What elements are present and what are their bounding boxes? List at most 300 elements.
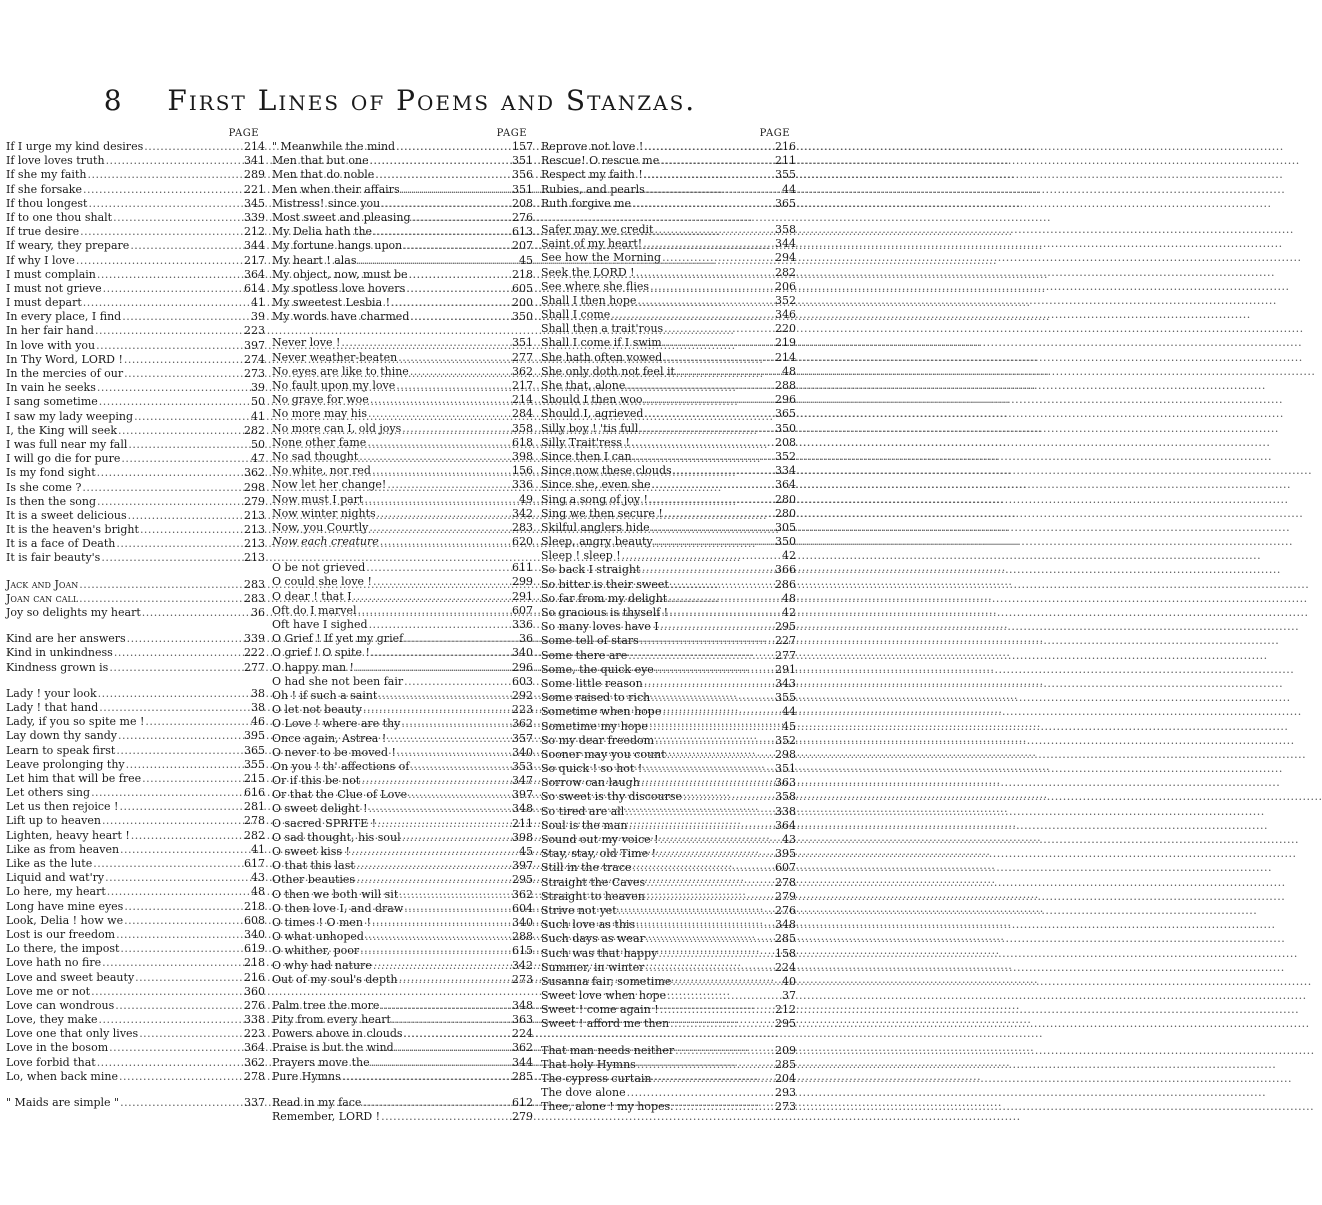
index-entry: [272, 774, 533, 788]
page-reference: 363: [775, 776, 796, 790]
index-entry: [272, 746, 533, 760]
page-reference: 296: [775, 393, 796, 407]
page-reference: 224: [775, 960, 796, 974]
index-entry: [541, 947, 796, 961]
first-line-text: Pity from every heart: [272, 1013, 391, 1027]
dot-leader: [102, 956, 243, 970]
index-entry: [6, 353, 265, 367]
dot-leader: [649, 720, 775, 734]
page-reference: 282: [244, 828, 265, 842]
dot-leader: [655, 663, 774, 677]
index-entry: [272, 268, 533, 282]
dot-leader: [637, 294, 774, 308]
dot-leader: [145, 715, 244, 729]
index-entry: [541, 705, 796, 719]
index-entry: [272, 310, 533, 324]
index-entry: [541, 563, 796, 577]
first-line-text: Such days as wear: [541, 932, 645, 946]
index-entry: [541, 748, 796, 762]
first-line-text: Lift up to heaven: [6, 814, 101, 828]
first-line-text: Straight the Caves: [541, 875, 646, 889]
first-line-text: O then love I, and draw: [272, 901, 404, 915]
page-reference: 295: [775, 1017, 796, 1031]
index-entry: [272, 183, 533, 197]
dot-leader: [636, 918, 774, 932]
page-reference: 222: [244, 646, 265, 660]
first-line-text: Thee, alone ! my hopes.: [541, 1100, 674, 1114]
page-header: [0, 84, 800, 118]
dot-leader: [98, 687, 244, 701]
dot-leader: [119, 800, 243, 814]
index-entry: [272, 407, 533, 421]
page-reference: 362: [244, 1055, 265, 1069]
index-entry: [272, 1110, 533, 1124]
first-line-text: Lost is our freedom: [6, 927, 116, 941]
index-entry: [541, 450, 796, 464]
index-entry: [6, 800, 265, 814]
page-reference: 213: [244, 537, 265, 551]
dot-leader: [670, 1017, 774, 1031]
index-entry: [6, 578, 265, 592]
first-line-text: O never to be moved !: [272, 745, 396, 759]
dot-leader: [636, 266, 774, 280]
index-entry: [272, 450, 533, 464]
first-line-text: Learn to speak first: [6, 743, 116, 757]
index-entry: [541, 266, 796, 280]
dot-leader: [99, 701, 244, 715]
dot-leader: [651, 691, 774, 705]
page-reference: 40: [782, 974, 796, 988]
page-reference: 347: [512, 774, 533, 788]
dot-leader: [372, 464, 511, 478]
dot-leader: [377, 817, 511, 831]
page-reference: 617: [244, 857, 265, 870]
index-entry: [6, 914, 265, 928]
first-line-text: Some, the quick eye: [541, 662, 654, 676]
page-reference: 206: [775, 279, 796, 293]
page-reference: 340: [512, 915, 533, 929]
index-entry: [272, 535, 533, 549]
dot-leader: [660, 1003, 774, 1017]
first-line-text: Men that but one: [272, 154, 369, 168]
first-line-text: O sad thought, his soul: [272, 830, 401, 844]
page-reference: 341: [244, 154, 265, 168]
first-line-text: See how the Morning: [541, 251, 662, 265]
dot-leader: [618, 904, 774, 918]
dot-leader: [643, 237, 774, 251]
index-entry: [272, 732, 533, 746]
first-line-text: Let us then rejoice !: [6, 800, 119, 814]
dot-leader: [359, 450, 511, 464]
index-entry: [6, 495, 265, 509]
page-reference: 295: [512, 873, 533, 887]
dot-leader: [410, 365, 511, 379]
index-entry: [541, 578, 796, 592]
dot-leader: [116, 537, 243, 551]
index-entry: [6, 1056, 265, 1070]
index-entry: [6, 985, 265, 999]
first-line-text: No more can I, old joys: [272, 421, 402, 435]
first-line-text: Look, Delia ! how we: [6, 913, 124, 927]
first-line-text: Such was that happy: [541, 946, 658, 960]
first-line-text: She that, alone: [541, 379, 626, 392]
first-line-text: Love one that only lives: [6, 1027, 139, 1041]
first-line-text: So sweet is thy discourse: [541, 790, 683, 804]
index-entry: [541, 790, 796, 804]
dot-leader: [646, 183, 775, 197]
dot-leader: [622, 549, 775, 563]
page-reference: 298: [244, 480, 265, 494]
page-reference: 619: [244, 942, 265, 956]
first-line-text: None other fame: [272, 435, 367, 449]
dot-leader: [399, 888, 511, 902]
dot-leader: [122, 310, 244, 324]
index-entry: [541, 294, 796, 308]
first-line-text: It is fair beauty's: [6, 551, 101, 565]
page-reference: 398: [512, 830, 533, 844]
first-line-text: I was full near my fall: [6, 437, 128, 451]
first-line-text: O Grief ! If yet my grief: [272, 632, 404, 646]
dot-leader: [381, 1110, 511, 1124]
index-entry: [272, 590, 533, 604]
first-line-text: O dear ! that I: [272, 589, 352, 603]
dot-leader: [130, 239, 243, 253]
first-line-text: My words have charmed: [272, 310, 410, 324]
first-line-text: Some tell of stars: [541, 634, 639, 648]
page-reference: 47: [251, 452, 265, 466]
page-reference: 42: [782, 549, 796, 563]
dot-leader: [114, 646, 243, 660]
dot-leader: [140, 523, 243, 537]
dot-leader: [135, 971, 243, 985]
page-reference: 281: [244, 800, 265, 814]
first-line-text: Sweet ! come again !: [541, 1003, 659, 1017]
index-entry: [541, 649, 796, 663]
dot-leader: [118, 424, 243, 438]
page-reference: 294: [775, 251, 796, 265]
dot-leader: [358, 254, 513, 268]
index-entry: [272, 379, 533, 393]
dot-leader: [107, 885, 244, 899]
index-entry: [272, 393, 533, 407]
dot-leader: [650, 280, 774, 294]
dot-leader: [116, 744, 243, 758]
dot-leader: [83, 183, 243, 197]
first-line-text: Remember, LORD !: [272, 1110, 381, 1124]
index-entry: [272, 464, 533, 478]
page-reference: 346: [775, 308, 796, 322]
index-entry: [6, 211, 265, 225]
index-entry: [541, 464, 796, 478]
index-entry: [6, 701, 265, 715]
first-line-text: Summer, in winter: [541, 960, 645, 974]
page-reference: 39: [251, 310, 265, 324]
index-entry: [541, 493, 796, 507]
first-line-text: Mistress! since you: [272, 196, 381, 210]
dot-leader: [633, 450, 774, 464]
dot-leader: [93, 857, 243, 871]
index-column-3: [541, 128, 796, 1115]
index-entry: [541, 140, 796, 154]
dot-leader: [667, 748, 774, 762]
dot-leader: [365, 930, 511, 944]
dot-leader: [654, 223, 774, 237]
page-reference: 212: [244, 225, 265, 239]
first-line-text: O sweet kiss !: [272, 845, 350, 858]
index-entry: [541, 535, 796, 549]
page-reference: 49: [519, 492, 533, 506]
first-line-text: O had she not been fair: [272, 674, 404, 688]
dot-leader: [356, 873, 511, 887]
first-line-text: Seek the LORD !: [541, 265, 635, 279]
index-entry: [6, 1096, 265, 1110]
dot-leader: [380, 535, 511, 549]
page-reference: 277: [244, 660, 265, 674]
first-line-text: Read in my face: [272, 1096, 362, 1109]
index-entry: [6, 537, 265, 551]
dot-leader: [651, 521, 774, 535]
index-entry: [272, 422, 533, 436]
page-reference: 336: [512, 618, 533, 631]
index-entry: [6, 410, 265, 424]
page-reference: 273: [775, 1100, 796, 1114]
index-entry: [272, 197, 533, 211]
dot-leader: [144, 140, 243, 154]
index-entry: [541, 833, 796, 847]
first-line-text: Reprove not love !: [541, 140, 644, 153]
dot-leader: [134, 410, 244, 424]
dot-leader: [370, 393, 511, 407]
page-reference: 284: [512, 407, 533, 421]
dot-leader: [97, 381, 244, 395]
page-column-label: PAGE: [228, 128, 259, 139]
index-entry: [272, 717, 533, 731]
index-entry: [272, 140, 533, 154]
index-entry: [6, 282, 265, 296]
page-column-label: PAGE: [759, 128, 790, 139]
index-column-2: [272, 128, 533, 1124]
page-reference: 397: [512, 788, 533, 802]
first-line-text: Love hath no fire: [6, 956, 102, 970]
dot-leader: [360, 944, 511, 958]
dot-leader: [96, 339, 243, 353]
page-reference: 45: [519, 845, 533, 858]
index-entry: [541, 197, 796, 211]
dot-leader: [391, 296, 511, 310]
index-entry: [272, 760, 533, 774]
index-entry: [272, 859, 533, 873]
first-line-text: No fault upon my love: [272, 379, 396, 392]
first-line-text: The cypress curtain: [541, 1072, 652, 1085]
page-reference: 282: [244, 423, 265, 437]
dot-leader: [660, 154, 774, 168]
dot-leader: [120, 1096, 243, 1110]
dot-leader: [404, 902, 511, 916]
dot-leader: [126, 758, 243, 772]
dot-leader: [373, 225, 511, 239]
page-reference: 223: [244, 1027, 265, 1041]
index-entry: [6, 871, 265, 885]
page-reference: 43: [782, 833, 796, 846]
index-entry: [272, 336, 533, 350]
index-entry: [6, 438, 265, 452]
page-reference: 334: [775, 464, 796, 478]
index-entry: [272, 1056, 533, 1070]
first-line-text: Love me or not: [6, 984, 91, 998]
dot-leader: [373, 575, 511, 589]
page-reference: 338: [244, 1013, 265, 1027]
first-line-text: Liquid and wat'ry: [6, 871, 105, 885]
dot-leader: [367, 436, 511, 450]
index-entry: [6, 154, 265, 168]
index-entry: [541, 379, 796, 393]
page-reference: 348: [512, 998, 533, 1012]
index-entry: [541, 961, 796, 975]
dot-leader: [668, 592, 775, 606]
page-reference: 336: [512, 478, 533, 492]
page-reference: 44: [782, 705, 796, 719]
page-reference: 208: [775, 435, 796, 449]
index-entry: [541, 1072, 796, 1086]
index-entry: [272, 575, 533, 589]
index-entry: [6, 296, 265, 310]
first-line-text: I must not grieve: [6, 281, 102, 295]
dot-leader: [342, 1070, 511, 1084]
index-entry: [6, 942, 265, 956]
dot-leader: [369, 618, 511, 632]
page-reference: 337: [244, 1096, 265, 1109]
page-reference: 41: [251, 409, 265, 423]
page-reference: 279: [244, 494, 265, 508]
first-line-text: Now, you Courtly: [272, 520, 369, 534]
page-reference: 39: [251, 381, 265, 395]
index-entry: [6, 758, 265, 772]
dot-leader: [378, 689, 511, 703]
dot-leader: [641, 776, 774, 790]
page-reference: 352: [775, 449, 796, 463]
page-reference: 41: [251, 842, 265, 856]
first-line-text: Since she, even she: [541, 478, 651, 492]
dot-leader: [625, 805, 774, 819]
page-reference: 274: [244, 352, 265, 366]
index-entry: [6, 268, 265, 282]
index-entry: [541, 861, 796, 875]
page-reference: 608: [244, 913, 265, 927]
page-reference: 338: [775, 804, 796, 818]
page-reference: 352: [775, 293, 796, 307]
dot-leader: [402, 831, 511, 845]
first-line-text: Prayers move the: [272, 1055, 370, 1069]
dot-leader: [644, 407, 774, 421]
page-reference: 340: [512, 745, 533, 759]
page-reference: 216: [244, 970, 265, 984]
first-line-text: Respect my faith !: [541, 168, 643, 182]
index-entry: [6, 509, 265, 523]
index-entry: [541, 1058, 796, 1072]
first-line-text: O then we both will sit: [272, 887, 399, 901]
index-entry: [541, 183, 796, 197]
first-line-text: Once again, Astrea !: [272, 731, 387, 745]
dot-leader: [83, 296, 244, 310]
dot-leader: [401, 183, 511, 197]
first-line-text: Shall then a trait'rous: [541, 322, 664, 336]
first-line-text: Rescue! O rescue me: [541, 154, 660, 168]
dot-leader: [109, 1041, 243, 1055]
index-entry: [6, 225, 265, 239]
first-line-text: Now each creature: [272, 535, 379, 549]
first-line-text: See where she flies: [541, 279, 650, 293]
dot-leader: [370, 154, 511, 168]
dot-leader: [676, 365, 775, 379]
dot-leader: [362, 1096, 511, 1110]
dot-leader: [399, 973, 512, 987]
index-entry: [272, 351, 533, 365]
first-line-text: O happy man !: [272, 660, 354, 674]
dot-leader: [663, 351, 774, 365]
dot-leader: [368, 407, 511, 421]
dot-leader: [675, 1100, 774, 1114]
first-line-text: Lady ! that hand: [6, 700, 99, 714]
first-line-text: Skilful anglers hide: [541, 520, 650, 534]
index-entry: [541, 932, 796, 946]
first-line-text: Sleep, angry beauty: [541, 535, 653, 549]
index-entry: [6, 786, 265, 800]
page-reference: 395: [775, 847, 796, 861]
dot-leader: [371, 1056, 511, 1070]
index-entry: [541, 168, 796, 182]
index-entry: [6, 1013, 265, 1027]
page-reference: 366: [775, 563, 796, 577]
page-reference: 278: [244, 814, 265, 828]
index-entry: [541, 322, 796, 336]
dot-leader: [87, 168, 243, 182]
page-reference: 293: [775, 1086, 796, 1100]
page-reference: 283: [244, 591, 265, 605]
page-reference: 156: [512, 464, 533, 478]
first-line-text: That holy Hymns: [541, 1057, 636, 1071]
first-line-text: " Meanwhile the mind: [272, 140, 396, 153]
group-spacer: [6, 566, 265, 578]
page-reference: 607: [512, 603, 533, 617]
index-entry: [272, 675, 533, 689]
first-line-text: She only doth not feel it: [541, 364, 675, 378]
first-line-text: Stay, stay, old Time !: [541, 847, 657, 861]
index-entry: [272, 154, 533, 168]
dot-leader: [139, 1027, 243, 1041]
page-reference: 45: [782, 719, 796, 733]
first-line-text: Still in the trace: [541, 861, 632, 875]
first-line-text: Ruth forgive me: [541, 196, 632, 210]
index-entry: [541, 989, 796, 1003]
dot-leader: [404, 1027, 511, 1041]
page-reference: 214: [775, 350, 796, 364]
page-reference: 615: [512, 944, 533, 958]
first-line-text: My sweetest Lesbia !: [272, 296, 391, 310]
dot-leader: [655, 734, 774, 748]
first-line-text: Since then I can: [541, 449, 632, 463]
dot-leader: [366, 561, 511, 575]
page-reference: 45: [519, 253, 533, 267]
index-entry: [272, 930, 533, 944]
index-entry: [6, 452, 265, 466]
index-entry: [272, 1013, 533, 1027]
page-reference: 218: [244, 899, 265, 913]
first-line-text: O Love ! where are thy: [272, 717, 401, 731]
dot-leader: [643, 393, 774, 407]
first-line-text: Some there are: [541, 648, 628, 662]
dot-leader: [128, 509, 243, 523]
first-line-text: O let not beauty: [272, 703, 362, 717]
